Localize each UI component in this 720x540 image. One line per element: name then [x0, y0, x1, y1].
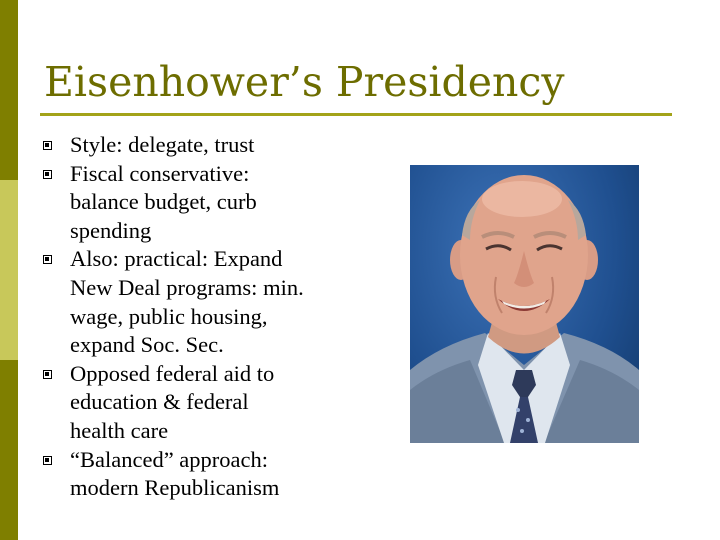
- bullet-item: [42, 245, 382, 359]
- bullet-list: [42, 131, 382, 503]
- square-bullet-icon: [43, 141, 52, 150]
- title-underline: [40, 113, 672, 116]
- left-accent-bar-top: [0, 0, 18, 180]
- bullet-line: New Deal programs: min.: [70, 274, 304, 300]
- bullet-line: Also: practical: Expand: [70, 246, 283, 272]
- bullet-line: health care: [70, 417, 169, 443]
- bullet-line: modern Republicanism: [70, 475, 280, 501]
- square-bullet-icon: [43, 170, 52, 179]
- square-bullet-icon: [43, 255, 52, 264]
- left-accent-bar-middle: [0, 180, 18, 360]
- square-bullet-icon: [43, 456, 52, 465]
- bullet-line: balance budget, curb: [70, 189, 257, 215]
- bullet-line: “Balanced” approach:: [70, 446, 269, 472]
- bullet-line: Fiscal conservative:: [70, 160, 250, 186]
- bullet-line: education & federal: [70, 389, 249, 415]
- bullet-line: spending: [70, 217, 152, 243]
- bullet-line: wage, public housing,: [70, 303, 268, 329]
- bullet-item: [42, 360, 382, 446]
- bullet-item: [42, 446, 382, 503]
- bullet-line: expand Soc. Sec.: [70, 332, 224, 358]
- portrait-illustration: [410, 165, 639, 443]
- bullet-line: Style: delegate, trust: [70, 132, 255, 157]
- bullet-item: [42, 131, 382, 160]
- eisenhower-portrait: [410, 165, 639, 443]
- square-bullet-icon: [43, 370, 52, 379]
- left-accent-bar-bottom: [0, 360, 18, 540]
- bullet-item: [42, 160, 382, 246]
- bullet-line: Opposed federal aid to: [70, 360, 275, 386]
- slide-title: Eisenhower’s Presidency: [44, 58, 565, 106]
